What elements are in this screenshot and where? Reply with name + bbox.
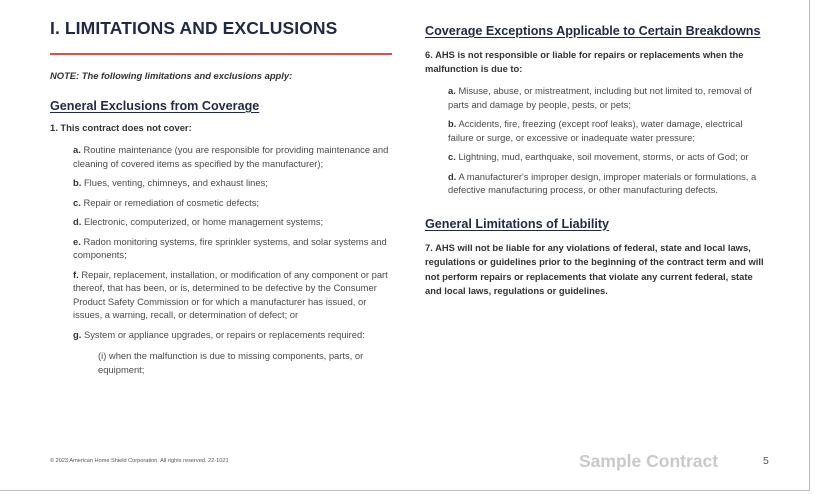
section-title: I. LIMITATIONS AND EXCLUSIONS [50, 18, 338, 38]
list-item: g. System or appliance upgrades, or repairs or replacements required: [73, 328, 365, 340]
exclusions-list [73, 143, 395, 376]
list-item: d. Electronic, computerized, or home management systems; [73, 216, 324, 227]
copyright-footer: © 2023 American Home Shield Corporation. All rights reserved. 22-1021 [50, 458, 229, 464]
list-item: a. Routine maintenance (you are responsible for providing maintenance and cleaning of covered items as specified by the manufacturer); [73, 144, 389, 169]
right-column [425, 24, 770, 299]
clause-1-lead: 1. This contract does not cover: [50, 122, 192, 133]
list-item: f. Repair, replacement, installation, or modification of any component or part thereof, that has been, or is, determined to be defective by the Consumer Product Safety Commission or for which a manufacturer has issued, or issues, a warning, recall, or determination of defect; or [73, 268, 388, 320]
clause-7-paragraph: 7. AHS will not be liable for any violations of federal, state and local laws, regulations or guidelines prior to the beginning of the contract term and will not perform repairs or replacements that violate any current federal, state and local laws, regulations or guidelines. [425, 241, 764, 296]
sample-contract-watermark: Sample Contract [579, 451, 719, 471]
general-exclusions-heading: General Exclusions from Coverage [50, 99, 260, 113]
list-item: d. A manufacturer's improper design, improper materials or formulations, a defective manufacturing process, or other manufacturing defects. [448, 170, 757, 195]
title-divider [50, 53, 392, 55]
limitations-liability-heading: General Limitations of Liability [425, 216, 610, 231]
left-column [50, 18, 395, 376]
exceptions-list [448, 84, 770, 197]
list-item: c. Repair or remediation of cosmetic defects; [73, 196, 260, 208]
list-item: c. Lightning, mud, earthquake, soil movement, storms, or acts of God; or [448, 151, 749, 162]
clause-6-lead: 6. AHS is not responsible or liable for repairs or replacements when the malfunction is due to: [425, 49, 744, 74]
note-text: NOTE: The following limitations and exclusions apply: [50, 70, 293, 81]
page-number: 5 [763, 455, 769, 467]
list-item: e. Radon monitoring systems, fire sprinkler systems, and solar systems and components; [73, 235, 387, 260]
list-item: b. Flues, venting, chimneys, and exhaust lines; [73, 177, 268, 188]
sub-list-item: (i) when the malfunction is due to missing components, parts, or equipment; [98, 350, 364, 375]
coverage-exceptions-heading: Coverage Exceptions Applicable to Certain Breakdowns [425, 24, 761, 38]
list-item: a. Misuse, abuse, or mistreatment, including but not limited to, removal of parts and damage by people, pests, or pets; [448, 85, 752, 110]
list-item: b. Accidents, fire, freezing (except roof leaks), water damage, electrical failure or surge, or excessive or inadequate water pressure; [448, 118, 743, 143]
